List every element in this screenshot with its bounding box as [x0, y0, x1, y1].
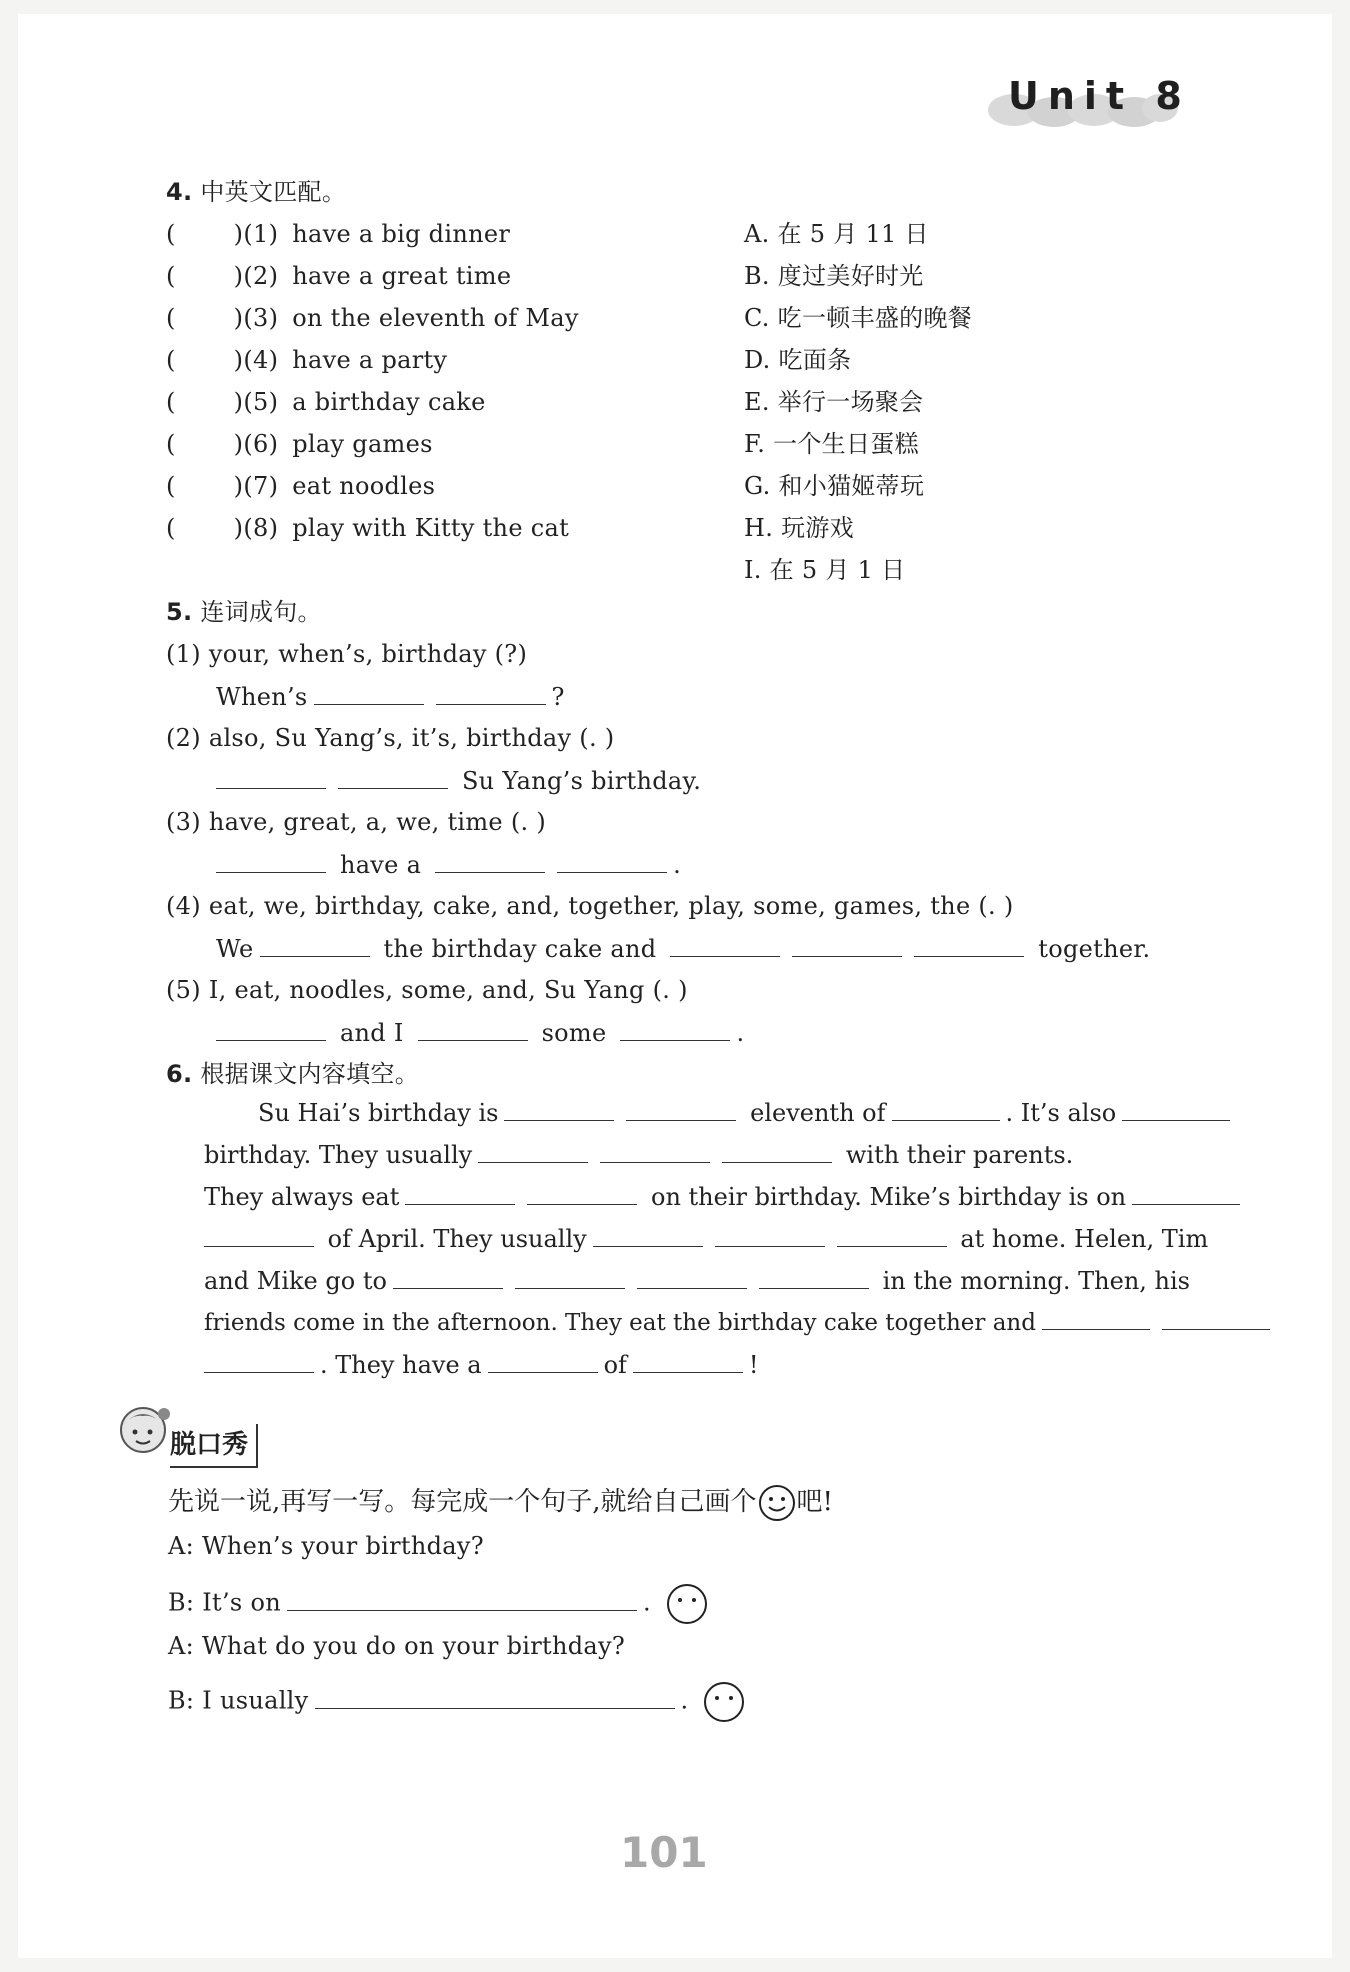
ex5-q1-words: (1) your, when’s, birthday (?)	[166, 640, 528, 668]
passage-line: Su Hai’s birthday is eleventh of . It’s also	[258, 1092, 1236, 1134]
answer-blank[interactable]	[287, 1586, 637, 1611]
answer-blank[interactable]	[633, 1348, 743, 1373]
answer-blank[interactable]	[204, 1348, 314, 1373]
match-option: A. 在 5 月 11 日	[744, 220, 929, 248]
ex5-q5-answer: and I some .	[216, 1016, 744, 1049]
page-number: 101	[620, 1828, 708, 1877]
answer-blank[interactable]	[260, 932, 370, 957]
match-option: E. 举行一场聚会	[744, 388, 924, 416]
dialogue-line: B: It’s on .	[168, 1582, 709, 1626]
answer-blank[interactable]	[216, 1016, 326, 1041]
ex4-number: 4.	[166, 178, 193, 206]
unit-title: Unit 8	[1008, 74, 1191, 118]
answer-blank[interactable]	[216, 848, 326, 873]
answer-blank[interactable]	[1042, 1305, 1150, 1330]
dialogue-line: B: I usually .	[168, 1680, 746, 1724]
match-option: F. 一个生日蛋糕	[744, 430, 919, 458]
answer-blank[interactable]	[715, 1222, 825, 1247]
ex5-title: 连词成句。	[200, 598, 322, 626]
match-option: B. 度过美好时光	[744, 262, 924, 290]
answer-blank[interactable]	[892, 1096, 1000, 1121]
match-option: D. 吃面条	[744, 346, 852, 374]
ex5-q1-answer: When’s ?	[216, 680, 565, 713]
empty-face-icon[interactable]	[702, 1680, 746, 1724]
talk-instruction: 先说一说,再写一写。每完成一个句子,就给自己画个 吧!	[168, 1480, 833, 1524]
passage-line: birthday. They usually with their parents.	[204, 1134, 1073, 1176]
ex5-heading	[166, 596, 322, 628]
answer-blank[interactable]	[515, 1264, 625, 1289]
answer-blank[interactable]	[626, 1096, 736, 1121]
answer-blank[interactable]	[478, 1138, 588, 1163]
ex6-number: 6.	[166, 1060, 193, 1088]
answer-blank[interactable]	[315, 1684, 675, 1709]
match-item: ( )(2) have a great time	[166, 262, 512, 290]
passage-line: . They have a of !	[204, 1344, 759, 1386]
answer-blank[interactable]	[620, 1016, 730, 1041]
answer-blank[interactable]	[418, 1016, 528, 1041]
match-option: C. 吃一顿丰盛的晚餐	[744, 304, 973, 332]
ex6-title: 根据课文内容填空。	[200, 1060, 420, 1088]
answer-blank[interactable]	[488, 1348, 598, 1373]
ex5-q4-words: (4) eat, we, birthday, cake, and, together, play, some, games, the (. )	[166, 892, 1014, 920]
ex4-title: 中英文匹配。	[200, 178, 347, 206]
ex5-q3-words: (3) have, great, a, we, time (. )	[166, 808, 547, 836]
answer-blank[interactable]	[914, 932, 1024, 957]
ex5-number: 5.	[166, 598, 193, 626]
answer-blank[interactable]	[216, 764, 326, 789]
ex5-q4-answer: We the birthday cake and together.	[216, 932, 1150, 965]
ex5-q2-answer: Su Yang’s birthday.	[216, 764, 701, 797]
answer-blank[interactable]	[527, 1180, 637, 1205]
passage-line: They always eat on their birthday. Mike’s birthday is on	[204, 1176, 1246, 1218]
answer-blank[interactable]	[1132, 1180, 1240, 1205]
answer-blank[interactable]	[393, 1264, 503, 1289]
dialogue-line: A: When’s your birthday?	[168, 1532, 484, 1560]
answer-blank[interactable]	[600, 1138, 710, 1163]
answer-blank[interactable]	[338, 764, 448, 789]
answer-blank[interactable]	[1122, 1096, 1230, 1121]
answer-blank[interactable]	[314, 680, 424, 705]
match-item: ( )(6) play games	[166, 430, 433, 458]
match-option: I. 在 5 月 1 日	[744, 556, 906, 584]
ex4-heading	[166, 176, 346, 208]
answer-blank[interactable]	[792, 932, 902, 957]
ex5-q3-answer: have a .	[216, 848, 681, 881]
answer-blank[interactable]	[204, 1222, 314, 1247]
ex5-q5-words: (5) I, eat, noodles, some, and, Su Yang (. )	[166, 976, 688, 1004]
answer-blank[interactable]	[1162, 1305, 1270, 1330]
answer-blank[interactable]	[670, 932, 780, 957]
passage-line: friends come in the afternoon. They eat the birthday cake together and	[204, 1302, 1276, 1344]
smiley-face-icon	[757, 1483, 797, 1523]
match-option: G. 和小猫姬蒂玩	[744, 472, 925, 500]
ex6-heading	[166, 1058, 419, 1090]
answer-blank[interactable]	[722, 1138, 832, 1163]
answer-blank[interactable]	[557, 848, 667, 873]
answer-blank[interactable]	[593, 1222, 703, 1247]
match-item: ( )(1) have a big dinner	[166, 220, 511, 248]
answer-blank[interactable]	[637, 1264, 747, 1289]
answer-blank[interactable]	[837, 1222, 947, 1247]
match-item: ( )(3) on the eleventh of May	[166, 304, 579, 332]
passage-line: and Mike go to in the morning. Then, his	[204, 1260, 1190, 1302]
match-option: H. 玩游戏	[744, 514, 854, 542]
ex5-q2-words: (2) also, Su Yang’s, it’s, birthday (. )	[166, 724, 615, 752]
girl-mascot-icon	[112, 1400, 174, 1462]
dialogue-line: A: What do you do on your birthday?	[168, 1632, 626, 1660]
answer-blank[interactable]	[405, 1180, 515, 1205]
answer-blank[interactable]	[504, 1096, 614, 1121]
answer-blank[interactable]	[435, 848, 545, 873]
answer-blank[interactable]	[759, 1264, 869, 1289]
empty-face-icon[interactable]	[665, 1582, 709, 1626]
match-item: ( )(7) eat noodles	[166, 472, 436, 500]
match-item: ( )(4) have a party	[166, 346, 448, 374]
match-item: ( )(8) play with Kitty the cat	[166, 514, 570, 542]
match-item: ( )(5) a birthday cake	[166, 388, 486, 416]
passage-line: of April. They usually at home. Helen, Tim	[204, 1218, 1208, 1260]
talk-show-title: 脱口秀	[170, 1424, 258, 1468]
answer-blank[interactable]	[436, 680, 546, 705]
